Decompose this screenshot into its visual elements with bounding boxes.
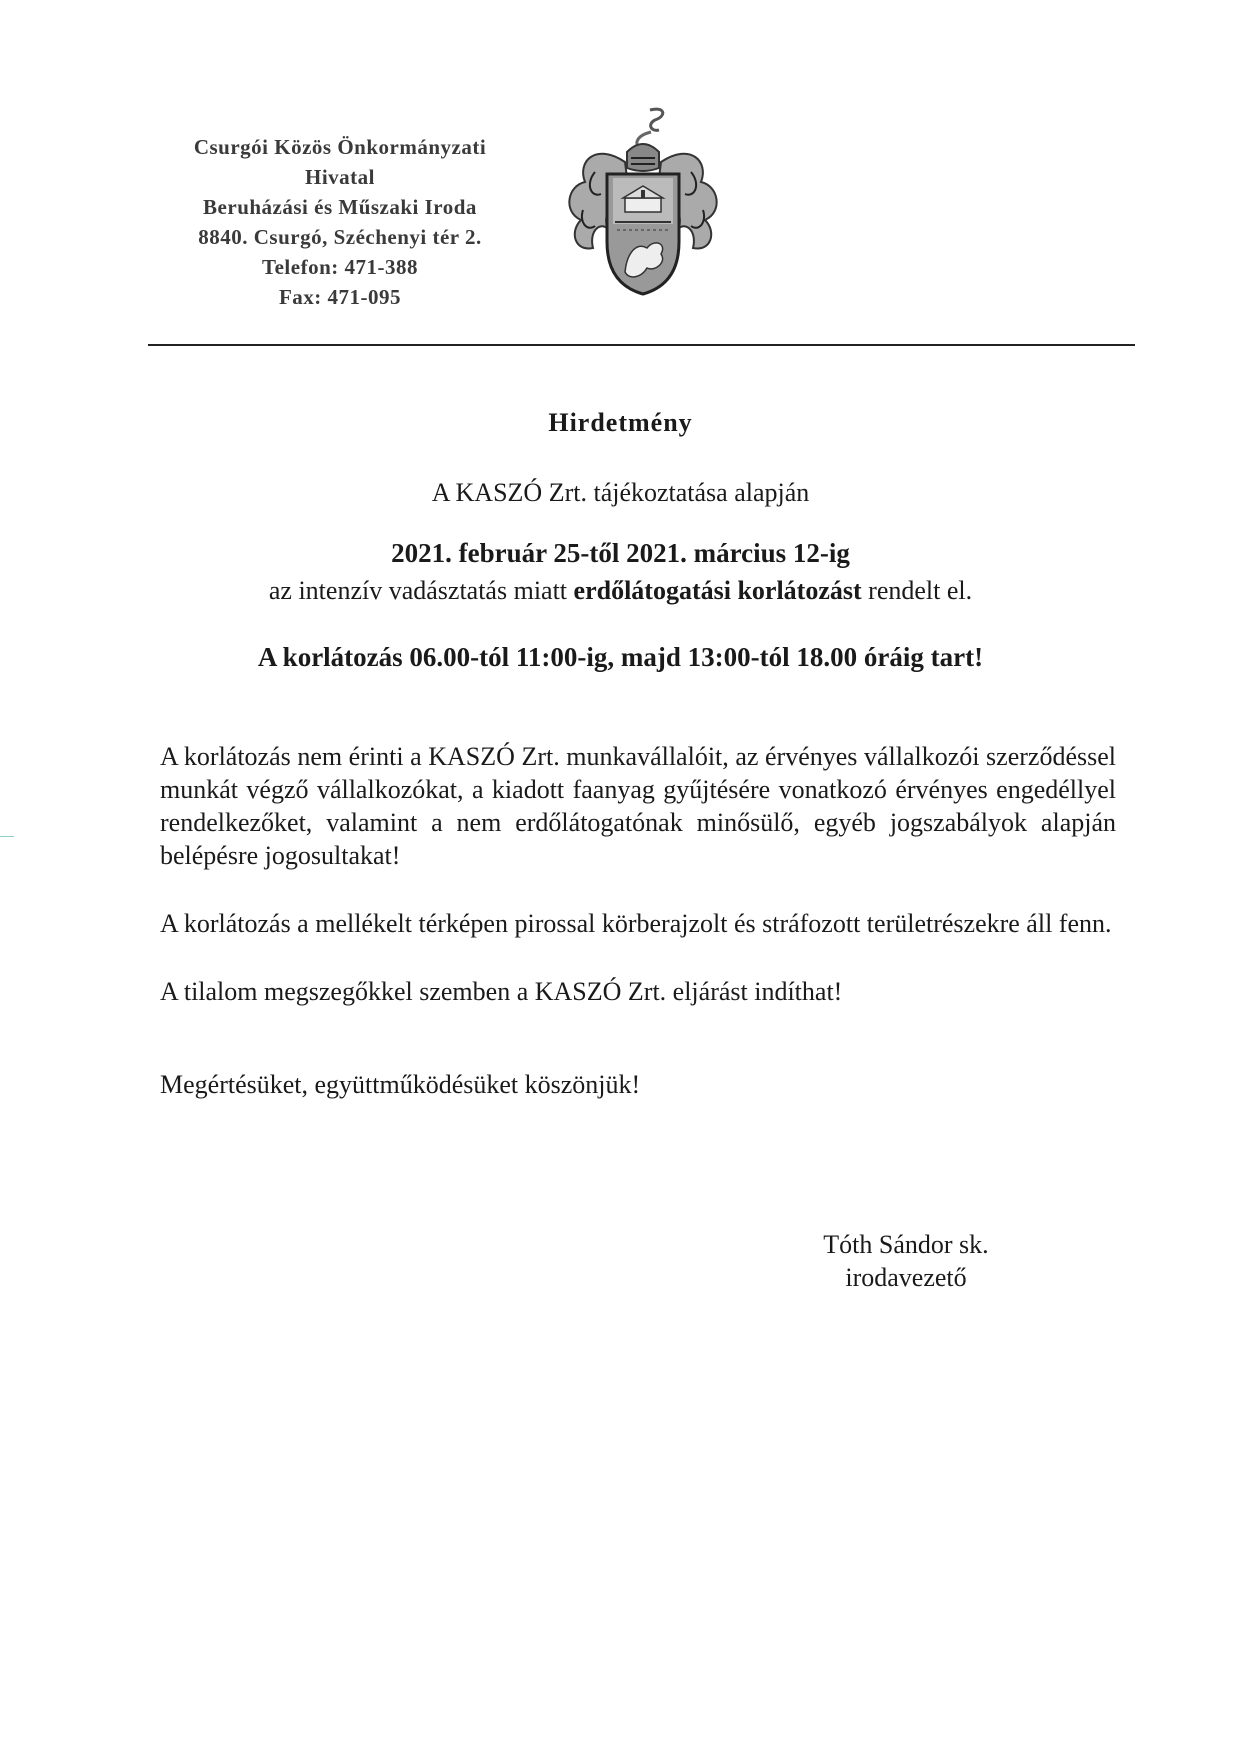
paragraph-enforcement: A tilalom megszegőkkel szemben a KASZÓ Zrt. eljárást indíthat! (160, 977, 843, 1006)
paragraph-exemptions: A korlátozás nem érinti a KASZÓ Zrt. munkavállalóit, az érvényes vállalkozói szerződéssel munkát végző vállalkozókat, a kiadott faanyag gyűjtésére vonatkozó érvényes engedéllyel rendelkezőket, valamint a nem erdőlátogatónak minősülő, egyéb jogszabályok alapján belépésre jogosultakat! (160, 742, 1116, 870)
letterhead-line-fax: Fax: 471-095 (278, 285, 402, 309)
paragraph-map-area: A korlátozás a mellékelt térképen pirossal körberajzolt és stráfozott területrészekre áll fenn. (160, 909, 1112, 938)
notice-title: Hirdetmény (548, 408, 693, 437)
notice-reason-start: az intenzív vadásztatás miatt (268, 576, 574, 605)
header-divider (148, 344, 1135, 346)
notice-reason (0, 576, 1241, 606)
notice-intro: A KASZÓ Zrt. tájékoztatása alapján (431, 478, 810, 507)
notice-dates: 2021. február 25-től 2021. március 12-ig (391, 538, 850, 568)
closing-line: Megértésüket, együttműködésüket köszönjük! (160, 1070, 641, 1099)
signature-block (796, 1228, 1016, 1294)
letterhead-line-office: Csurgói Közös Önkormányzati (193, 135, 487, 159)
letterhead-line-department: Beruházási és Műszaki Iroda (203, 195, 477, 219)
letterhead-line-phone: Telefon: 471-388 (262, 255, 418, 279)
letterhead-line-address: 8840. Csurgó, Széchenyi tér 2. (198, 225, 482, 249)
notice-reason-highlight: erdőlátogatási korlátozást (573, 576, 862, 605)
signature-name: Tóth Sándor sk. (823, 1230, 989, 1259)
notice-hours: A korlátozás 06.00-tól 11:00-ig, majd 13:00-tól 18.00 óráig tart! (257, 642, 984, 672)
coat-of-arms-icon (555, 102, 730, 297)
scan-margin-mark (0, 836, 14, 837)
notice-reason-end: rendelt el. (861, 576, 973, 605)
letterhead (150, 132, 530, 312)
signature-role: irodavezető (845, 1263, 967, 1292)
letterhead-line-office-cont: Hivatal (305, 165, 375, 189)
